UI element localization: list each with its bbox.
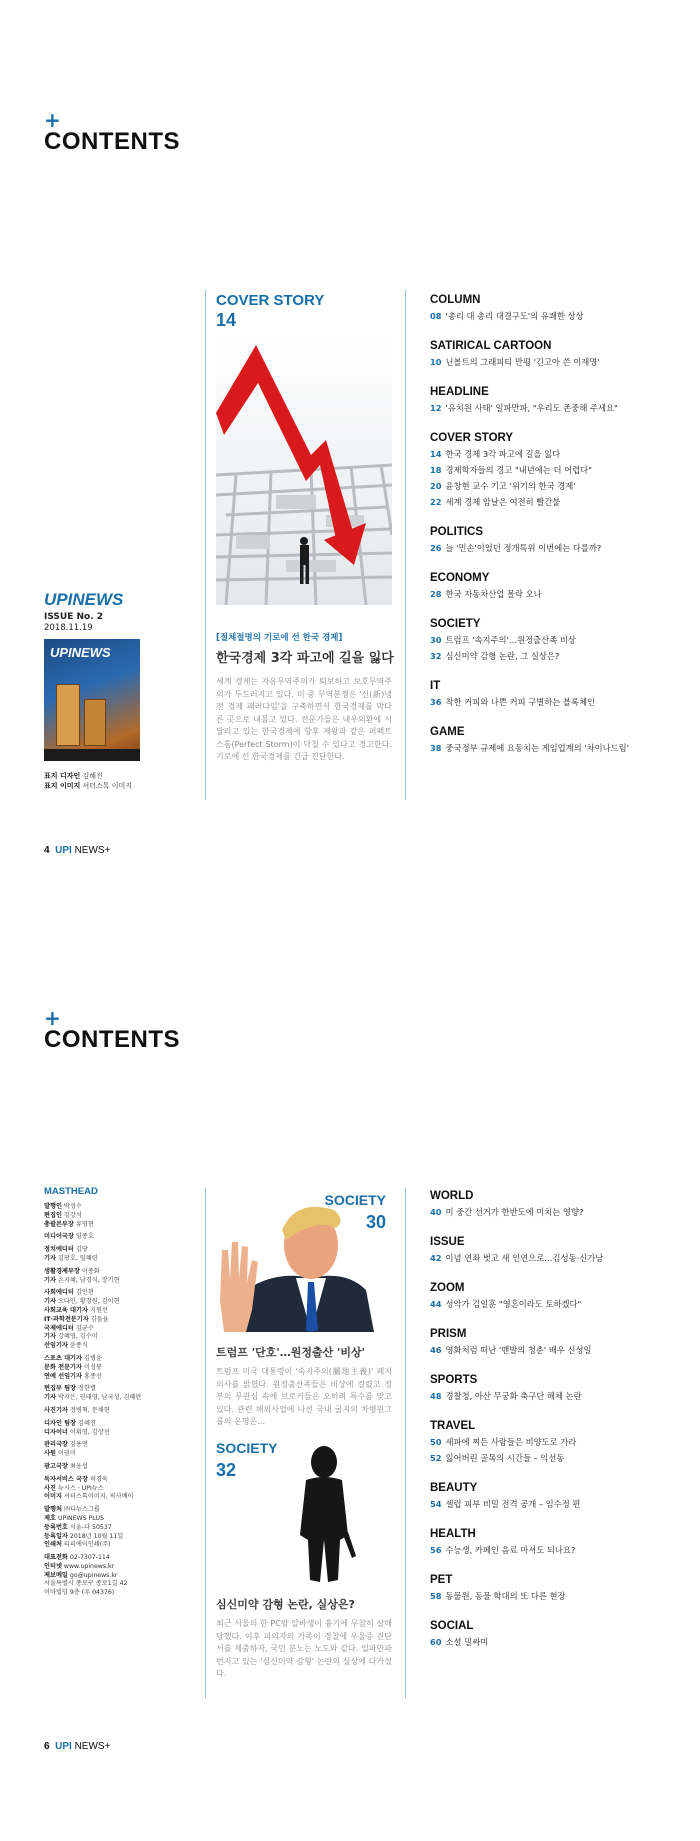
toc-section-heading: ISSUE: [430, 1236, 465, 1248]
masthead-line: [44, 1563, 194, 1572]
masthead-line: [44, 1342, 194, 1351]
toc-entry-title: '유치원 사태' 일파만파, "우리도 존중해 주세요": [445, 403, 618, 413]
masthead-line: [44, 1394, 194, 1403]
masthead-role: 인터넷: [44, 1562, 62, 1570]
masthead-line: [44, 1589, 194, 1598]
toc-page-number: 20: [430, 481, 442, 491]
masthead-role: 기자: [44, 1333, 56, 1341]
toc-entry-title: 이념 연좌 벗고 새 인연으로…김성동·신가남: [445, 1253, 604, 1263]
toc-entry-title: 착한 커피와 나쁜 커피 구별하는 블록체인: [445, 697, 595, 707]
masthead-value: 2018년 10월 11일: [69, 1532, 124, 1540]
table-of-contents: [430, 1190, 690, 1666]
toc-entry-title: 경제학자들의 경고 "내년에는 더 어렵다": [445, 465, 592, 475]
toc-section-heading: SOCIAL: [430, 1620, 474, 1632]
masthead-line: [44, 1212, 194, 1221]
toc-page-number: 12: [430, 403, 442, 413]
masthead-line: [44, 1373, 194, 1382]
toc-entry-title: 수능생, 카페인 음료 마셔도 되나요?: [445, 1545, 576, 1555]
society-story-32[interactable]: [216, 1440, 392, 1682]
toc-page-number: 56: [430, 1545, 442, 1555]
masthead-role: 총괄본부장: [44, 1220, 74, 1228]
masthead-line: [44, 1289, 194, 1298]
page-footer: [44, 845, 110, 856]
masthead-value: 정병혁, 문채현: [69, 1406, 110, 1414]
masthead-value: 홍종선: [84, 1372, 102, 1380]
credit-value: 김혜진: [82, 772, 103, 780]
masthead-role: 발행처: [44, 1506, 62, 1514]
masthead-line: [44, 1541, 194, 1550]
credit-label: 표지 이미지: [44, 782, 81, 790]
page-number: 4: [44, 845, 50, 856]
masthead-role: 제보메일: [44, 1571, 68, 1579]
masthead-line: [44, 1524, 194, 1533]
cover-thumbnail: UPINEWS: [44, 639, 140, 761]
toc-page-number: 30: [430, 635, 442, 645]
plus-icon: +: [44, 1006, 61, 1030]
toc-entry[interactable]: [430, 650, 690, 662]
toc-entry[interactable]: [430, 634, 690, 646]
masthead-role: 독자서비스 국장: [44, 1475, 88, 1483]
masthead-line: [44, 1554, 194, 1563]
masthead: [44, 1186, 194, 1602]
society-story-30[interactable]: [216, 1190, 392, 1430]
masthead-value: 김병윤: [84, 1354, 102, 1362]
toc-page-number: 54: [430, 1499, 442, 1509]
toc-page-number: 08: [430, 311, 442, 321]
toc-entry-title: 한국 경제 3각 파고에 길을 잃다: [445, 449, 561, 459]
toc-entry[interactable]: [430, 1390, 690, 1402]
masthead-role: 사회교육 대기자: [44, 1306, 88, 1314]
toc-page-number: 46: [430, 1345, 442, 1355]
masthead-role: 발행인: [44, 1203, 62, 1210]
toc-section: [430, 340, 690, 368]
footer-brand-suffix: NEWS+: [74, 845, 111, 856]
story-page-number: 32: [216, 1460, 237, 1480]
masthead-value: 김강석: [63, 1211, 82, 1219]
toc-entry[interactable]: [430, 588, 690, 600]
toc-page-number: 60: [430, 1637, 442, 1647]
masthead-line: [44, 1307, 194, 1316]
toc-section-heading: SATIRICAL CARTOON: [430, 340, 552, 352]
toc-entry[interactable]: [430, 1590, 690, 1602]
cover-story-headline: 한국경제 3각 파고에 길을 잃다: [216, 651, 394, 666]
masthead-value: 서울-다 50537: [69, 1523, 112, 1531]
masthead-line: [44, 1298, 194, 1307]
toc-entry-title: 셀럽 피부 비밀 전격 공개 – 임수정 편: [445, 1499, 581, 1509]
masthead-role: 대표전화: [44, 1554, 68, 1562]
masthead-line: [44, 1221, 194, 1230]
masthead-value: 이종화: [81, 1267, 100, 1275]
toc-section: [430, 1620, 690, 1648]
masthead-value: 서울특별시 종로구 종로1길 42: [44, 1580, 128, 1588]
masthead-role: 편집부 팀장: [44, 1385, 77, 1393]
cover-story[interactable]: [216, 292, 392, 778]
masthead-value: 정한별: [78, 1385, 96, 1393]
masthead-role: 디자이너: [44, 1428, 68, 1436]
toc-entry[interactable]: [430, 464, 690, 476]
toc-section: [430, 1574, 690, 1602]
story-headline: 트럼프 '단호'…원정출산 '비상': [216, 1346, 366, 1359]
masthead-role: 등록일자: [44, 1532, 68, 1540]
masthead-line: [44, 1493, 194, 1502]
toc-section-heading: IT: [430, 680, 441, 692]
toc-entry[interactable]: [430, 402, 690, 414]
silhouette-photo: [216, 1440, 392, 1590]
masthead-value: 이마빌딩 9층 (우 04376): [44, 1589, 115, 1597]
story-body: 최근 서울의 한 PC방 알바생이 흉기에 무참히 살해당했다. 이후 피의자의 가족이 경찰에 우울증 진단서를 제출하자, 국민 분노는 노도와 같다. 일파만파 번지고 있는 '심신미약 감형' 논란의 실상에 다가섰다.: [216, 1619, 392, 1678]
masthead-line: [44, 1533, 194, 1542]
masthead-line: [44, 1333, 194, 1342]
toc-entry[interactable]: [430, 1636, 690, 1648]
story-body: 트럼프 미국 대통령이 '속지주의(屬地主義)' 폐지 의사를 밝혔다. 원정출산족들은 비상에 걸렸고 정부의 무관심 속에 브로커들은 오히려 특수를 맞고 있다. 관련 해외사업에 나선 국내 굴지의 차병원그룹의 운명은…: [216, 1367, 392, 1426]
masthead-role: 국제에디터: [44, 1324, 74, 1332]
toc-section-heading: ECONOMY: [430, 572, 490, 584]
toc-section: [430, 1236, 690, 1264]
cover-story-label: COVER STORY: [216, 292, 325, 309]
masthead-value: 김용연: [69, 1441, 88, 1449]
story-label: SOCIETY: [324, 1192, 386, 1208]
cover-story-page: 14: [216, 310, 237, 330]
masthead-role: 이미지: [44, 1493, 62, 1501]
page-title: CONTENTS: [44, 128, 180, 155]
toc-entry[interactable]: [430, 696, 690, 708]
masthead-value: 이휘영, 김상선: [69, 1428, 110, 1436]
toc-entry[interactable]: [430, 310, 690, 322]
toc-section-heading: WORLD: [430, 1190, 474, 1202]
masthead-line: [44, 1420, 194, 1429]
toc-page-number: 18: [430, 465, 442, 475]
masthead-role: 관리국장: [44, 1441, 68, 1449]
masthead-role: 사회에디터: [44, 1289, 74, 1297]
masthead-value: 오다인, 황정원, 김이현: [57, 1298, 120, 1306]
toc-section-heading: COLUMN: [430, 294, 481, 306]
masthead-value: 이권미: [57, 1450, 76, 1458]
masthead-role: 인쇄처: [44, 1541, 62, 1549]
masthead-role: 기자: [44, 1394, 56, 1402]
toc-page-number: 52: [430, 1453, 442, 1463]
masthead-line: [44, 1506, 194, 1515]
masthead-value: go@upinews.kr: [69, 1571, 118, 1579]
toc-entry[interactable]: [430, 496, 690, 508]
page-title: CONTENTS: [44, 1026, 180, 1053]
story-headline: 심신미약 감형 논란, 실상은?: [216, 1598, 355, 1611]
masthead-role: 문화 전문기자: [44, 1363, 83, 1371]
divider: [405, 290, 406, 800]
masthead-role: 생활경제부장: [44, 1267, 80, 1275]
toc-section: [430, 432, 690, 508]
toc-page-number: 32: [430, 651, 442, 661]
masthead-value: 김들율: [90, 1315, 109, 1323]
toc-entry-title: 세파에 찌든 사람들은 비양도로 가라: [445, 1437, 577, 1447]
masthead-role: 미디어국장: [44, 1233, 74, 1241]
masthead-value: 이성봉: [84, 1363, 102, 1371]
masthead-value: 손지혜, 남경식, 장기현: [57, 1276, 120, 1284]
toc-entry-title: 영화처럼 떠난 '맨발의 청춘' 배우 신성일: [445, 1345, 592, 1355]
plus-icon: +: [44, 108, 61, 132]
toc-section: [430, 680, 690, 708]
toc-section: [430, 1374, 690, 1402]
toc-entry-title: '총리 대 총리 대결구도'의 유쾌한 상상: [445, 311, 584, 321]
toc-page-number: 14: [430, 449, 442, 459]
footer-brand: UPI: [55, 845, 72, 856]
toc-section-heading: GAME: [430, 726, 465, 738]
masthead-role: 등록번호: [44, 1523, 68, 1531]
toc-entry[interactable]: [430, 542, 690, 554]
toc-entry-title: 세계 경제 암날은 여전히 빨간불: [445, 497, 561, 507]
toc-entry[interactable]: [430, 1498, 690, 1510]
divider: [205, 1188, 206, 1698]
divider: [405, 1188, 406, 1698]
toc-entry-title: 윤창현 교수 기고 '위기의 한국 경제': [445, 481, 576, 491]
masthead-value: 지원선: [89, 1306, 108, 1314]
toc-entry-title: 잃어버린 골목의 시간들 – 익선동: [445, 1453, 565, 1463]
masthead-role: 기자: [44, 1254, 56, 1262]
toc-entry-title: 한국 자동차산업 몰락 오나: [445, 589, 542, 599]
toc-page-number: 28: [430, 589, 442, 599]
toc-section: [430, 294, 690, 322]
masthead-line: [44, 1463, 194, 1472]
masthead-value: 허경욱: [89, 1475, 108, 1483]
footer-brand: UPI: [55, 1741, 72, 1752]
masthead-role: IT·과학전문기자: [44, 1315, 89, 1323]
toc-section: [430, 1282, 690, 1310]
toc-entry-title: 미 중간 선거가 한반도에 미치는 영향?: [445, 1207, 584, 1217]
masthead-value: 김당: [75, 1246, 88, 1254]
cover-story-body: 세계 경제는 자유무역주의가 퇴보하고 보호무역주의가 두드러지고 있다. 미·중 무역분쟁은 '신(新)냉전 경제 패러다임'을 구축하면서 한국경제를 막다른 곳으로 내몰고 있다. 전문가들은 내우외환에 시달리고 있는 한국경제에 향후 제왕과 같은 퍼펙트 스톰(Perfect Storm)이 닥칠 수 있다고 경고한다. 기로에 선 한국경제를 긴급 진단한다.: [216, 677, 392, 761]
masthead-value: 셔터스톡이미지, 픽사베이: [63, 1493, 134, 1501]
table-of-contents: [430, 294, 690, 772]
masthead-role: 정치에디터: [44, 1246, 74, 1254]
toc-page-number: 36: [430, 697, 442, 707]
masthead-role: 광고국장: [44, 1462, 68, 1470]
toc-section-heading: HEADLINE: [430, 386, 489, 398]
masthead-value: 뉴시스 · UPI뉴스: [57, 1484, 104, 1492]
toc-page-number: 22: [430, 497, 442, 507]
toc-section-heading: PET: [430, 1574, 453, 1586]
toc-entry[interactable]: [430, 1344, 690, 1356]
toc-page-number: 48: [430, 1391, 442, 1401]
toc-section-heading: BEAUTY: [430, 1482, 478, 1494]
divider: [205, 290, 206, 800]
masthead-value: 김광호, 임혜련: [57, 1254, 98, 1262]
masthead-role: 연예 선임기자: [44, 1372, 83, 1380]
cover-story-subtitle: [절체절명의 기로에 선 한국 경제]: [216, 633, 343, 643]
masthead-line: [44, 1364, 194, 1373]
credit-value: 셔터스톡 이미지: [82, 782, 133, 790]
toc-page-number: 58: [430, 1591, 442, 1601]
masthead-value: 최웅섭: [69, 1462, 88, 1470]
toc-entry[interactable]: [430, 480, 690, 492]
masthead-role: 스포츠 대기자: [44, 1354, 83, 1362]
footer-brand-suffix: NEWS+: [74, 1741, 111, 1752]
toc-page-number: 50: [430, 1437, 442, 1447]
masthead-value: 02-7307-114: [69, 1554, 110, 1562]
masthead-role: 선임기자: [44, 1342, 68, 1350]
credit-label: 표지 디자인: [44, 772, 81, 780]
masthead-line: [44, 1268, 194, 1277]
toc-section-heading: PRISM: [430, 1328, 467, 1340]
magazine-info: [44, 590, 156, 791]
issue-date: 2018.11.19: [44, 623, 93, 633]
toc-page-number: 42: [430, 1253, 442, 1263]
toc-page-number: 26: [430, 543, 442, 553]
masthead-role: 기자: [44, 1298, 56, 1306]
issue-number: ISSUE No. 2: [44, 612, 104, 622]
toc-page-number: 44: [430, 1299, 442, 1309]
toc-section-heading: ZOOM: [430, 1282, 465, 1294]
page-number: 6: [44, 1741, 50, 1752]
masthead-value: ㈜디뉴스그룹: [63, 1506, 100, 1514]
toc-entry[interactable]: [430, 1544, 690, 1556]
toc-section-heading: SPORTS: [430, 1374, 478, 1386]
masthead-role: 사진: [44, 1484, 56, 1492]
masthead-role: 기자: [44, 1276, 56, 1284]
masthead-title: MASTHEAD: [44, 1186, 98, 1197]
masthead-value: 윤종식: [69, 1342, 88, 1350]
toc-section-heading: POLITICS: [430, 526, 484, 538]
toc-entry-title: 동물원, 동물 학대의 또 다른 현장: [445, 1591, 566, 1601]
toc-entry-title: 성악가 김일훈 "영혼이라도 토하겠다": [445, 1299, 582, 1309]
toc-entry[interactable]: [430, 1436, 690, 1448]
masthead-value: 김균수: [75, 1324, 94, 1332]
masthead-value: www.upinews.kr: [63, 1562, 115, 1570]
toc-section: [430, 572, 690, 600]
toc-page-number: 10: [430, 357, 442, 367]
toc-section: [430, 1190, 690, 1218]
masthead-line: [44, 1515, 194, 1524]
toc-section: [430, 1328, 690, 1356]
masthead-line: [44, 1476, 194, 1485]
masthead-role: 편집인: [44, 1211, 62, 1219]
cover-story-image: [216, 335, 392, 605]
toc-page-number: 40: [430, 1207, 442, 1217]
toc-entry-title: 늘 '민손'이었던 정개특위 이번에는 다를까?: [445, 543, 602, 553]
masthead-value: 김인현: [75, 1289, 94, 1297]
masthead-line: [44, 1316, 194, 1325]
page-footer: [44, 1741, 110, 1752]
masthead-line: [44, 1246, 194, 1255]
toc-entry-title: 심신미약 감형 논란, 그 실상은?: [445, 651, 560, 661]
toc-section: [430, 386, 690, 414]
toc-entry-title: 경찰청, 아산 무궁화 축구단 해체 논란: [445, 1391, 582, 1401]
masthead-value: 강혜영, 김수이: [57, 1333, 98, 1341]
toc-section: [430, 726, 690, 754]
toc-section: [430, 1482, 690, 1510]
toc-entry-title: 트럼프 '속지주의'…원정출산족 비상: [445, 635, 576, 645]
masthead-line: [44, 1255, 194, 1264]
story-page-number: 30: [365, 1212, 386, 1232]
masthead-line: [44, 1485, 194, 1494]
toc-entry[interactable]: [430, 1252, 690, 1264]
masthead-value: 티피에이인쇄(주): [63, 1541, 111, 1549]
masthead-line: [44, 1277, 194, 1286]
toc-entry[interactable]: [430, 1298, 690, 1310]
toc-section-heading: SOCIETY: [430, 618, 481, 630]
toc-section-heading: COVER STORY: [430, 432, 514, 444]
masthead-line: [44, 1407, 194, 1416]
toc-entry[interactable]: [430, 1206, 690, 1218]
masthead-value: 류영현: [75, 1220, 94, 1228]
masthead-line: [44, 1355, 194, 1364]
masthead-role: 사진기자: [44, 1406, 68, 1414]
masthead-value: 박성수: [63, 1203, 82, 1210]
toc-section: [430, 1528, 690, 1556]
masthead-line: [44, 1203, 194, 1212]
toc-section: [430, 526, 690, 554]
magazine-logo: UPINEWS: [44, 590, 124, 609]
toc-section-heading: HEALTH: [430, 1528, 476, 1540]
toc-entry-title: 중국정부 규제에 요동치는 게임업계의 '차이나드림': [445, 743, 629, 753]
toc-entry-title: 닌볼트의 그래피티 만평 '긴고아 쓴 이재명': [445, 357, 600, 367]
masthead-line: [44, 1429, 194, 1438]
toc-section: [430, 1420, 690, 1464]
story-label: SOCIETY: [216, 1440, 278, 1456]
masthead-value: UPINEWS PLUS: [57, 1514, 104, 1522]
masthead-line: [44, 1580, 194, 1589]
toc-section-heading: TRAVEL: [430, 1420, 476, 1432]
toc-section: [430, 618, 690, 662]
toc-entry[interactable]: [430, 742, 690, 754]
masthead-line: [44, 1385, 194, 1394]
masthead-role: 디자인 팀장: [44, 1419, 77, 1427]
toc-entry-title: 소셜 밀싸미: [445, 1637, 489, 1647]
masthead-line: [44, 1450, 194, 1459]
masthead-value: 김혜진: [78, 1419, 96, 1427]
masthead-role: 제호: [44, 1514, 56, 1522]
toc-entry[interactable]: [430, 448, 690, 460]
toc-entry[interactable]: [430, 356, 690, 368]
masthead-value: 임종호: [75, 1233, 94, 1241]
toc-page-number: 38: [430, 743, 442, 753]
masthead-line: [44, 1233, 194, 1242]
toc-entry[interactable]: [430, 1452, 690, 1464]
masthead-value: 박지은, 권태영, 남국성, 김혜란: [57, 1394, 142, 1402]
masthead-role: 사원: [44, 1450, 56, 1458]
masthead-line: [44, 1441, 194, 1450]
